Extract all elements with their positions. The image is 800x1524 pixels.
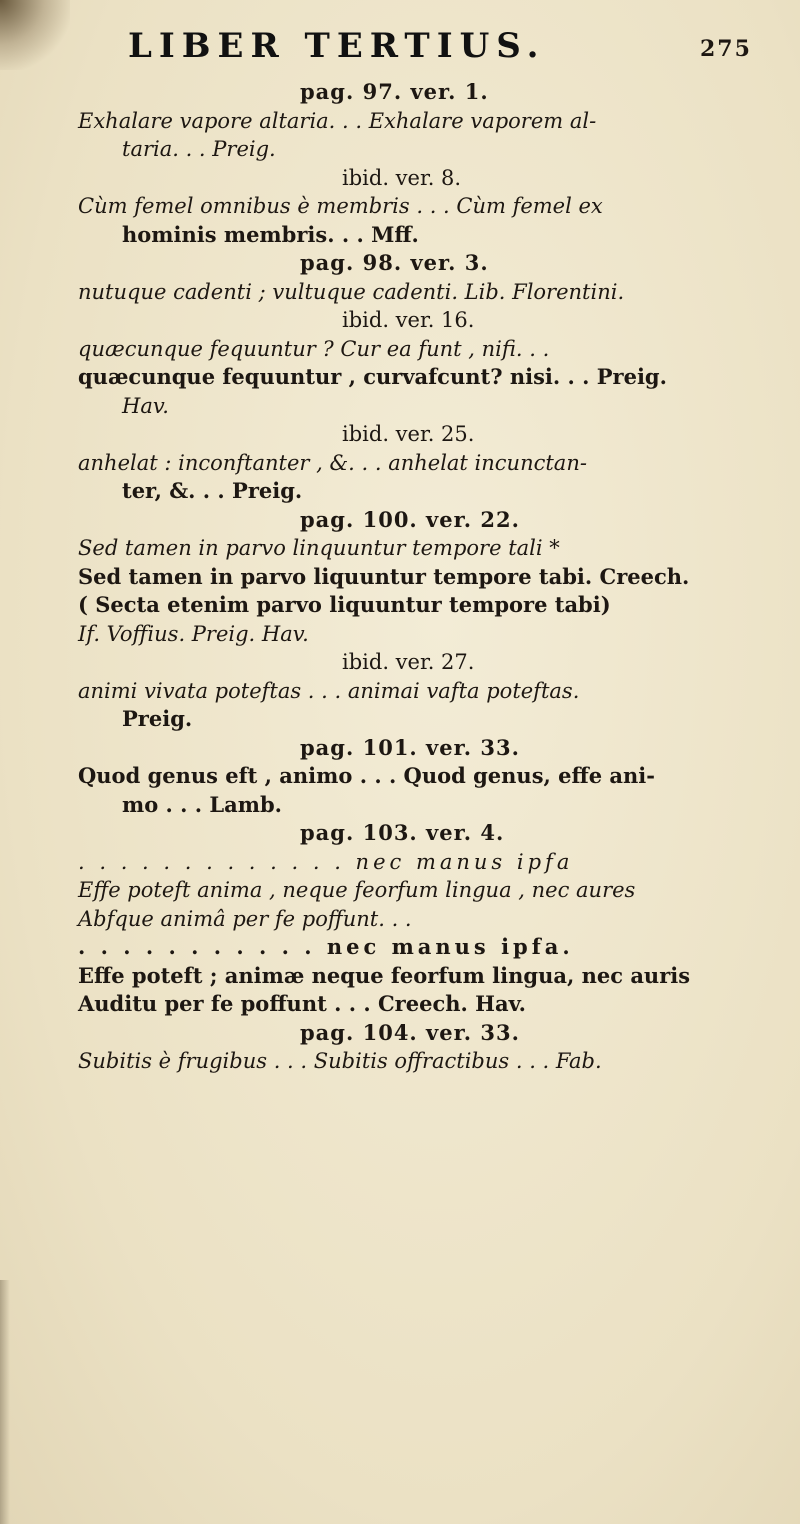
text-line: Exhalare vapore altaria. . . Exhalare vaporem al- bbox=[78, 108, 597, 133]
text-line: If. Voffius. Preig. Hav. bbox=[78, 621, 309, 646]
text-line: hominis membris. . . Mff. bbox=[122, 221, 419, 247]
text-line: mo . . . Lamb. bbox=[122, 791, 282, 817]
reference-line: pag. 97. ver. 1. bbox=[300, 79, 489, 104]
reference-line: pag. 104. ver. 33. bbox=[300, 1019, 520, 1045]
text-line: Preig. bbox=[122, 706, 193, 731]
text-line: . . . . . . . . . . . nec manus ipfa. bbox=[78, 934, 574, 959]
text-line: quæcunque fequuntur , curvafcunt? nisi. . . Preig. bbox=[78, 364, 667, 389]
text-line: Subitis è frugibus . . . Subitis offractibus . . . Fab. bbox=[78, 1049, 602, 1073]
reference-line: pag. 98. ver. 3. bbox=[300, 250, 489, 275]
reference-line: pag. 100. ver. 22. bbox=[300, 506, 520, 532]
page-header bbox=[0, 24, 800, 74]
text-line: Sed tamen in parvo liquuntur tempore tabi. Creech. bbox=[78, 563, 690, 589]
text-line: quæcunque fequuntur ? Cur ea funt , nifi. . . bbox=[78, 336, 550, 361]
reference-line: ibid. ver. 27. bbox=[342, 650, 475, 674]
text-line: nutuque cadenti ; vultuque cadenti. Lib. Florentini. bbox=[78, 279, 625, 304]
reference-line: ibid. ver. 16. bbox=[342, 308, 475, 332]
text-line: anhelat : inconftanter , &. . . anhelat incunctan- bbox=[78, 450, 587, 475]
text-line: ( Secta etenim parvo liquuntur tempore tabi) bbox=[78, 592, 611, 617]
text-line: taria. . . Preig. bbox=[122, 137, 276, 161]
reference-line: ibid. ver. 25. bbox=[342, 422, 475, 446]
text-line: Quod genus eft , animo . . . Quod genus, effe ani- bbox=[78, 763, 655, 788]
text-line: Effe poteft ; animæ neque feorfum lingua, nec auris bbox=[78, 962, 691, 988]
text-line: Hav. bbox=[122, 393, 169, 418]
reference-line: pag. 101. ver. 33. bbox=[300, 734, 520, 760]
reference-line: pag. 103. ver. 4. bbox=[300, 820, 505, 845]
text-line: Abfque animâ per fe poffunt. . . bbox=[78, 906, 412, 931]
reference-line: ibid. ver. 8. bbox=[342, 165, 462, 190]
text-line: Effe poteft anima , neque feorfum lingua , nec aures bbox=[78, 878, 636, 902]
text-line: . . . . . . . . . . . . . nec manus ipfa bbox=[78, 849, 574, 874]
text-line: Auditu per fe poffunt . . . Creech. Hav. bbox=[78, 991, 526, 1016]
text-line: Cùm femel omnibus è membris . . . Cùm femel ex bbox=[78, 194, 603, 218]
page-number: 275 bbox=[700, 36, 752, 62]
text-column bbox=[78, 78, 778, 1076]
running-title: LIBER TERTIUS. bbox=[128, 26, 546, 66]
text-line: Sed tamen in parvo linquuntur tempore tali * bbox=[78, 536, 560, 560]
text-line: ter, &. . . Preig. bbox=[122, 478, 303, 503]
text-line: animi vivata poteftas . . . animai vafta poteftas. bbox=[78, 678, 580, 703]
page-edge-shadow bbox=[0, 1280, 10, 1524]
